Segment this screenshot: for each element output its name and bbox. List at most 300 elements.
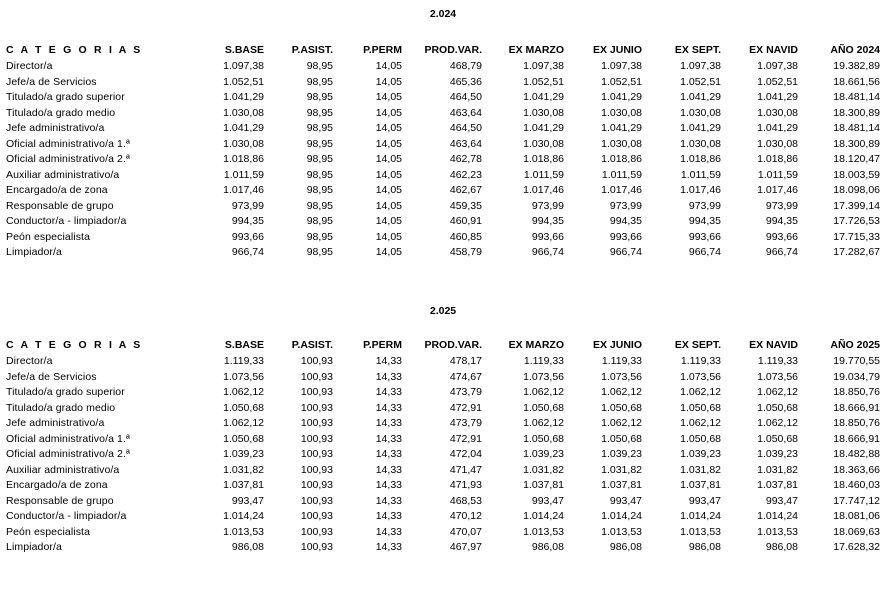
value-cell: 1.041,29 bbox=[757, 122, 798, 134]
column-header: S.BASE bbox=[224, 44, 264, 57]
table-row bbox=[6, 230, 880, 246]
value-cell: 1.014,24 bbox=[223, 510, 264, 522]
column-header: EX MARZO bbox=[508, 339, 564, 352]
value-cell: 18.481,14 bbox=[833, 91, 880, 103]
value-cell: 14,05 bbox=[375, 137, 402, 150]
value-cell: 994,35 bbox=[531, 215, 564, 227]
value-cell: 14,33 bbox=[375, 479, 402, 491]
value-cell: 986,08 bbox=[609, 541, 642, 553]
value-cell: 1.037,81 bbox=[223, 479, 264, 491]
value-cell: 1.031,82 bbox=[601, 463, 642, 476]
table-row bbox=[6, 463, 880, 479]
value-cell: 1.018,86 bbox=[680, 153, 721, 165]
value-cell: 966,74 bbox=[609, 246, 642, 258]
table-row bbox=[6, 416, 880, 432]
value-cell: 1.097,38 bbox=[757, 60, 798, 72]
table-row bbox=[6, 494, 880, 510]
value-cell: 973,99 bbox=[609, 199, 642, 212]
value-cell: 1.031,82 bbox=[223, 463, 264, 476]
value-cell: 17.715,33 bbox=[833, 230, 880, 243]
value-cell: 1.041,29 bbox=[223, 91, 264, 103]
value-cell: 14,05 bbox=[375, 184, 402, 196]
value-cell: 1.037,81 bbox=[757, 479, 798, 491]
column-header: P.ASIST. bbox=[291, 44, 333, 57]
value-cell: 14,05 bbox=[375, 75, 402, 88]
category-cell: Director/a bbox=[6, 355, 53, 367]
value-cell: 1.052,51 bbox=[601, 75, 642, 88]
value-cell: 17.726,53 bbox=[833, 215, 880, 227]
category-cell: Peón especialista bbox=[6, 525, 91, 538]
value-cell: 1.050,68 bbox=[223, 401, 264, 414]
value-cell: 994,35 bbox=[688, 215, 721, 227]
value-cell: 18.482,88 bbox=[833, 448, 880, 460]
value-cell: 14,05 bbox=[375, 91, 402, 103]
value-cell: 18.850,76 bbox=[833, 386, 880, 398]
value-cell: 14,05 bbox=[375, 246, 402, 258]
value-cell: 1.062,12 bbox=[223, 417, 264, 429]
value-cell: 100,93 bbox=[300, 463, 333, 476]
value-cell: 18.850,76 bbox=[833, 417, 880, 429]
column-header: EX NAVID bbox=[749, 339, 798, 352]
value-cell: 1.062,12 bbox=[757, 417, 798, 429]
value-cell: 18.081,06 bbox=[833, 510, 880, 522]
value-cell: 1.052,51 bbox=[523, 75, 564, 88]
value-cell: 1.052,51 bbox=[757, 75, 798, 88]
value-cell: 1.030,08 bbox=[757, 137, 798, 150]
value-cell: 1.050,68 bbox=[223, 432, 264, 445]
column-header: P.PERM bbox=[363, 44, 402, 57]
value-cell: 1.119,33 bbox=[757, 355, 798, 367]
value-cell: 18.481,14 bbox=[833, 122, 880, 134]
category-cell: Auxiliar administrativo/a bbox=[6, 463, 120, 476]
value-cell: 458,79 bbox=[449, 246, 482, 258]
value-cell: 1.062,12 bbox=[601, 386, 642, 398]
value-cell: 18.300,89 bbox=[833, 137, 880, 150]
header-row bbox=[6, 338, 880, 354]
column-header-categorias: C A T E G O R I A S bbox=[6, 44, 143, 57]
table-row bbox=[6, 354, 880, 370]
value-cell: 1.013,53 bbox=[757, 525, 798, 538]
value-cell: 98,95 bbox=[306, 184, 333, 196]
value-cell: 98,95 bbox=[306, 91, 333, 103]
value-cell: 1.073,56 bbox=[680, 370, 721, 383]
value-cell: 19.382,89 bbox=[833, 60, 880, 72]
value-cell: 18.098,06 bbox=[833, 184, 880, 196]
value-cell: 1.030,08 bbox=[680, 137, 721, 150]
value-cell: 1.013,53 bbox=[601, 525, 642, 538]
value-cell: 100,93 bbox=[300, 448, 333, 460]
value-cell: 14,33 bbox=[375, 525, 402, 538]
value-cell: 98,95 bbox=[306, 137, 333, 150]
column-header: PROD.VAR. bbox=[424, 44, 482, 57]
value-cell: 1.073,56 bbox=[757, 370, 798, 383]
table-row bbox=[6, 478, 880, 494]
value-cell: 14,05 bbox=[375, 60, 402, 72]
value-cell: 1.119,33 bbox=[523, 355, 564, 367]
value-cell: 1.041,29 bbox=[680, 122, 721, 134]
table-row bbox=[6, 183, 880, 199]
category-cell: Limpiador/a bbox=[6, 541, 62, 553]
column-header: PROD.VAR. bbox=[424, 339, 482, 352]
value-cell: 1.037,81 bbox=[523, 479, 564, 491]
value-cell: 14,05 bbox=[375, 199, 402, 212]
value-cell: 18.363,66 bbox=[833, 463, 880, 476]
value-cell: 17.747,12 bbox=[833, 494, 880, 507]
value-cell: 986,08 bbox=[765, 541, 798, 553]
column-header: EX JUNIO bbox=[592, 339, 642, 352]
value-cell: 18.069,63 bbox=[833, 525, 880, 538]
value-cell: 1.073,56 bbox=[223, 370, 264, 383]
value-cell: 18.120,47 bbox=[833, 153, 880, 165]
value-cell: 1.050,68 bbox=[523, 432, 564, 445]
value-cell: 467,97 bbox=[449, 541, 482, 553]
value-cell: 1.062,12 bbox=[601, 417, 642, 429]
value-cell: 98,95 bbox=[306, 199, 333, 212]
value-cell: 1.011,59 bbox=[680, 168, 721, 181]
category-cell: Oficial administrativo/a 1.ª bbox=[6, 137, 130, 150]
salary-table-2024 bbox=[6, 43, 880, 261]
value-cell: 1.030,08 bbox=[757, 106, 798, 119]
value-cell: 1.018,86 bbox=[223, 153, 264, 165]
value-cell: 1.014,24 bbox=[680, 510, 721, 522]
value-cell: 1.018,86 bbox=[523, 153, 564, 165]
value-cell: 460,91 bbox=[449, 215, 482, 227]
value-cell: 966,74 bbox=[688, 246, 721, 258]
column-header: AÑO 2024 bbox=[830, 44, 880, 57]
value-cell: 462,78 bbox=[449, 153, 482, 165]
value-cell: 1.030,08 bbox=[680, 106, 721, 119]
value-cell: 966,74 bbox=[231, 246, 264, 258]
value-cell: 1.041,29 bbox=[223, 122, 264, 134]
value-cell: 468,53 bbox=[449, 494, 482, 507]
value-cell: 470,12 bbox=[449, 510, 482, 522]
category-cell: Peón especialista bbox=[6, 230, 91, 243]
value-cell: 98,95 bbox=[306, 153, 333, 165]
value-cell: 1.017,46 bbox=[680, 184, 721, 196]
table-row bbox=[6, 214, 880, 230]
column-header: EX NAVID bbox=[749, 44, 798, 57]
value-cell: 973,99 bbox=[765, 199, 798, 212]
category-cell: Jefe/a de Servicios bbox=[6, 370, 97, 383]
column-header: P.ASIST. bbox=[291, 339, 333, 352]
value-cell: 18.666,91 bbox=[833, 401, 880, 414]
value-cell: 1.011,59 bbox=[757, 168, 798, 181]
value-cell: 98,95 bbox=[306, 230, 333, 243]
table-row bbox=[6, 121, 880, 137]
value-cell: 1.119,33 bbox=[680, 355, 721, 367]
value-cell: 1.052,51 bbox=[680, 75, 721, 88]
value-cell: 468,79 bbox=[449, 60, 482, 72]
table-row bbox=[6, 168, 880, 184]
category-cell: Limpiador/a bbox=[6, 246, 62, 258]
value-cell: 472,91 bbox=[449, 401, 482, 414]
value-cell: 994,35 bbox=[231, 215, 264, 227]
table-row bbox=[6, 370, 880, 386]
value-cell: 1.050,68 bbox=[601, 432, 642, 445]
value-cell: 98,95 bbox=[306, 60, 333, 72]
value-cell: 1.030,08 bbox=[223, 106, 264, 119]
value-cell: 474,67 bbox=[449, 370, 482, 383]
category-cell: Titulado/a grado medio bbox=[6, 106, 116, 119]
category-cell: Jefe administrativo/a bbox=[6, 122, 105, 134]
value-cell: 973,99 bbox=[231, 199, 264, 212]
category-cell: Encargado/a de zona bbox=[6, 479, 108, 491]
value-cell: 1.014,24 bbox=[757, 510, 798, 522]
value-cell: 993,66 bbox=[765, 230, 798, 243]
value-cell: 1.041,29 bbox=[680, 91, 721, 103]
value-cell: 14,33 bbox=[375, 448, 402, 460]
value-cell: 993,66 bbox=[531, 230, 564, 243]
value-cell: 471,47 bbox=[449, 463, 482, 476]
value-cell: 986,08 bbox=[231, 541, 264, 553]
value-cell: 1.097,38 bbox=[223, 60, 264, 72]
value-cell: 1.050,68 bbox=[680, 401, 721, 414]
value-cell: 1.030,08 bbox=[223, 137, 264, 150]
value-cell: 19.034,79 bbox=[833, 370, 880, 383]
value-cell: 98,95 bbox=[306, 75, 333, 88]
value-cell: 1.041,29 bbox=[523, 91, 564, 103]
value-cell: 463,64 bbox=[449, 137, 482, 150]
value-cell: 1.011,59 bbox=[523, 168, 564, 181]
value-cell: 1.031,82 bbox=[523, 463, 564, 476]
category-cell: Oficial administrativo/a 1.ª bbox=[6, 432, 130, 445]
value-cell: 14,33 bbox=[375, 370, 402, 383]
category-cell: Auxiliar administrativo/a bbox=[6, 168, 120, 181]
value-cell: 1.062,12 bbox=[523, 417, 564, 429]
value-cell: 472,91 bbox=[449, 432, 482, 445]
value-cell: 1.017,46 bbox=[523, 184, 564, 196]
value-cell: 19.770,55 bbox=[833, 355, 880, 367]
value-cell: 1.011,59 bbox=[223, 168, 264, 181]
value-cell: 1.041,29 bbox=[601, 91, 642, 103]
value-cell: 1.013,53 bbox=[223, 525, 264, 538]
value-cell: 1.018,86 bbox=[601, 153, 642, 165]
value-cell: 100,93 bbox=[300, 355, 333, 367]
value-cell: 1.050,68 bbox=[757, 401, 798, 414]
value-cell: 1.017,46 bbox=[757, 184, 798, 196]
table-row bbox=[6, 152, 880, 168]
value-cell: 993,66 bbox=[609, 230, 642, 243]
value-cell: 993,66 bbox=[688, 230, 721, 243]
value-cell: 18.003,59 bbox=[833, 168, 880, 181]
value-cell: 464,50 bbox=[449, 122, 482, 134]
value-cell: 17.628,32 bbox=[833, 541, 880, 553]
value-cell: 14,33 bbox=[375, 355, 402, 367]
value-cell: 98,95 bbox=[306, 122, 333, 134]
table-row bbox=[6, 525, 880, 541]
table-row bbox=[6, 106, 880, 122]
value-cell: 473,79 bbox=[449, 417, 482, 429]
value-cell: 1.039,23 bbox=[523, 448, 564, 460]
value-cell: 100,93 bbox=[300, 541, 333, 553]
value-cell: 993,47 bbox=[531, 494, 564, 507]
column-header: EX MARZO bbox=[508, 44, 564, 57]
category-cell: Jefe/a de Servicios bbox=[6, 75, 97, 88]
value-cell: 1.013,53 bbox=[680, 525, 721, 538]
value-cell: 1.037,81 bbox=[680, 479, 721, 491]
header-row bbox=[6, 43, 880, 59]
value-cell: 993,47 bbox=[231, 494, 264, 507]
value-cell: 14,33 bbox=[375, 432, 402, 445]
value-cell: 1.041,29 bbox=[757, 91, 798, 103]
value-cell: 100,93 bbox=[300, 401, 333, 414]
table-row bbox=[6, 385, 880, 401]
value-cell: 98,95 bbox=[306, 215, 333, 227]
value-cell: 1.062,12 bbox=[523, 386, 564, 398]
value-cell: 993,47 bbox=[765, 494, 798, 507]
value-cell: 14,05 bbox=[375, 215, 402, 227]
value-cell: 100,93 bbox=[300, 417, 333, 429]
year-2024-title: 2.024 bbox=[429, 8, 457, 20]
value-cell: 478,17 bbox=[449, 355, 482, 367]
value-cell: 98,95 bbox=[306, 246, 333, 258]
value-cell: 1.031,82 bbox=[680, 463, 721, 476]
value-cell: 14,05 bbox=[375, 106, 402, 119]
table-row bbox=[6, 90, 880, 106]
value-cell: 98,95 bbox=[306, 168, 333, 181]
value-cell: 1.097,38 bbox=[601, 60, 642, 72]
table-row bbox=[6, 75, 880, 91]
value-cell: 1.119,33 bbox=[601, 355, 642, 367]
value-cell: 973,99 bbox=[531, 199, 564, 212]
value-cell: 1.097,38 bbox=[523, 60, 564, 72]
value-cell: 100,93 bbox=[300, 479, 333, 491]
value-cell: 1.039,23 bbox=[757, 448, 798, 460]
category-cell: Responsable de grupo bbox=[6, 494, 114, 507]
category-cell: Conductor/a - limpiador/a bbox=[6, 510, 127, 522]
value-cell: 1.073,56 bbox=[523, 370, 564, 383]
value-cell: 1.014,24 bbox=[523, 510, 564, 522]
value-cell: 14,05 bbox=[375, 122, 402, 134]
value-cell: 18.300,89 bbox=[833, 106, 880, 119]
value-cell: 1.062,12 bbox=[223, 386, 264, 398]
category-cell: Oficial administrativo/a 2.ª bbox=[6, 448, 130, 460]
category-cell: Jefe administrativo/a bbox=[6, 417, 105, 429]
value-cell: 993,66 bbox=[231, 230, 264, 243]
value-cell: 14,33 bbox=[375, 541, 402, 553]
value-cell: 1.013,53 bbox=[523, 525, 564, 538]
value-cell: 1.011,59 bbox=[601, 168, 642, 181]
value-cell: 100,93 bbox=[300, 432, 333, 445]
value-cell: 462,67 bbox=[449, 184, 482, 196]
value-cell: 994,35 bbox=[609, 215, 642, 227]
value-cell: 994,35 bbox=[765, 215, 798, 227]
category-cell: Oficial administrativo/a 2.ª bbox=[6, 153, 130, 165]
category-cell: Conductor/a - limpiador/a bbox=[6, 215, 127, 227]
value-cell: 1.017,46 bbox=[601, 184, 642, 196]
value-cell: 1.039,23 bbox=[223, 448, 264, 460]
value-cell: 462,23 bbox=[449, 168, 482, 181]
value-cell: 14,05 bbox=[375, 230, 402, 243]
value-cell: 973,99 bbox=[688, 199, 721, 212]
year-2025-title: 2.025 bbox=[429, 305, 457, 317]
value-cell: 1.039,23 bbox=[680, 448, 721, 460]
value-cell: 1.052,51 bbox=[223, 75, 264, 88]
category-cell: Titulado/a grado medio bbox=[6, 401, 116, 414]
value-cell: 14,05 bbox=[375, 168, 402, 181]
value-cell: 18.661,56 bbox=[833, 75, 880, 88]
category-cell: Responsable de grupo bbox=[6, 199, 114, 212]
table-row bbox=[6, 432, 880, 448]
value-cell: 1.050,68 bbox=[680, 432, 721, 445]
value-cell: 470,07 bbox=[449, 525, 482, 538]
value-cell: 1.062,12 bbox=[680, 386, 721, 398]
value-cell: 464,50 bbox=[449, 91, 482, 103]
value-cell: 1.030,08 bbox=[523, 106, 564, 119]
table-row bbox=[6, 199, 880, 215]
value-cell: 472,04 bbox=[449, 448, 482, 460]
value-cell: 18.666,91 bbox=[833, 432, 880, 445]
value-cell: 966,74 bbox=[531, 246, 564, 258]
value-cell: 1.050,68 bbox=[601, 401, 642, 414]
value-cell: 1.030,08 bbox=[601, 137, 642, 150]
table-row bbox=[6, 509, 880, 525]
value-cell: 17.282,67 bbox=[833, 246, 880, 258]
value-cell: 986,08 bbox=[531, 541, 564, 553]
value-cell: 100,93 bbox=[300, 370, 333, 383]
value-cell: 1.014,24 bbox=[601, 510, 642, 522]
value-cell: 1.041,29 bbox=[601, 122, 642, 134]
value-cell: 14,33 bbox=[375, 386, 402, 398]
value-cell: 471,93 bbox=[449, 479, 482, 491]
table-row bbox=[6, 59, 880, 75]
value-cell: 463,64 bbox=[449, 106, 482, 119]
value-cell: 14,33 bbox=[375, 463, 402, 476]
category-cell: Titulado/a grado superior bbox=[6, 386, 125, 398]
category-cell: Titulado/a grado superior bbox=[6, 91, 125, 103]
value-cell: 1.062,12 bbox=[757, 386, 798, 398]
value-cell: 14,33 bbox=[375, 417, 402, 429]
value-cell: 14,33 bbox=[375, 401, 402, 414]
value-cell: 14,33 bbox=[375, 494, 402, 507]
value-cell: 1.030,08 bbox=[523, 137, 564, 150]
value-cell: 1.050,68 bbox=[523, 401, 564, 414]
value-cell: 460,85 bbox=[449, 230, 482, 243]
value-cell: 1.017,46 bbox=[223, 184, 264, 196]
column-header-categorias: C A T E G O R I A S bbox=[6, 339, 143, 352]
value-cell: 459,35 bbox=[449, 199, 482, 212]
column-header: EX SEPT. bbox=[674, 44, 721, 57]
value-cell: 1.073,56 bbox=[601, 370, 642, 383]
value-cell: 100,93 bbox=[300, 525, 333, 538]
value-cell: 473,79 bbox=[449, 386, 482, 398]
value-cell: 100,93 bbox=[300, 386, 333, 398]
value-cell: 1.041,29 bbox=[523, 122, 564, 134]
value-cell: 1.031,82 bbox=[757, 463, 798, 476]
table-row bbox=[6, 540, 880, 556]
value-cell: 100,93 bbox=[300, 510, 333, 522]
value-cell: 966,74 bbox=[765, 246, 798, 258]
value-cell: 17.399,14 bbox=[833, 199, 880, 212]
value-cell: 100,93 bbox=[300, 494, 333, 507]
value-cell: 993,47 bbox=[688, 494, 721, 507]
value-cell: 993,47 bbox=[609, 494, 642, 507]
salary-table-2025 bbox=[6, 338, 880, 556]
value-cell: 14,33 bbox=[375, 510, 402, 522]
column-header: EX JUNIO bbox=[592, 44, 642, 57]
value-cell: 18.460,03 bbox=[833, 479, 880, 491]
value-cell: 1.097,38 bbox=[680, 60, 721, 72]
column-header: P.PERM bbox=[363, 339, 402, 352]
value-cell: 1.050,68 bbox=[757, 432, 798, 445]
value-cell: 1.039,23 bbox=[601, 448, 642, 460]
value-cell: 1.018,86 bbox=[757, 153, 798, 165]
value-cell: 1.030,08 bbox=[601, 106, 642, 119]
column-header: AÑO 2025 bbox=[830, 339, 880, 352]
value-cell: 14,05 bbox=[375, 153, 402, 165]
table-row bbox=[6, 447, 880, 463]
table-row bbox=[6, 245, 880, 261]
